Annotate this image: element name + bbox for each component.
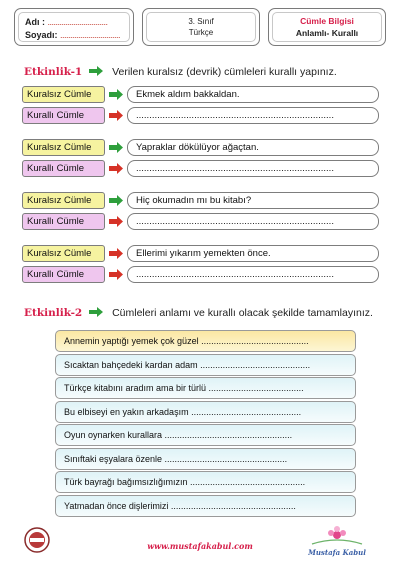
kuralsiz-tag: Kuralsız Cümle <box>22 192 105 209</box>
arrow-right-icon <box>109 248 123 259</box>
completion-item[interactable]: Sıcaktan bahçedeki kardan adam ............................................ <box>55 354 356 376</box>
surname-row <box>25 30 120 40</box>
name-field[interactable]: .............................. <box>47 17 108 27</box>
activity1-label: Etkinlik-1 <box>24 66 83 78</box>
topic-box <box>268 8 386 46</box>
surname-label: Soyadı: <box>25 30 58 40</box>
topic-subtitle: Anlamlı- Kurallı <box>295 28 359 38</box>
surname-field[interactable]: .............................. <box>60 30 121 40</box>
completion-item[interactable]: Bu elbiseyi en yakın arkadaşım ............................................ <box>55 401 356 423</box>
class-info-box <box>142 8 260 46</box>
kuralsiz-sentence: Yapraklar dökülüyor ağaçtan. <box>127 139 379 156</box>
completion-item[interactable]: Oyun oynarken kurallara ................................................... <box>55 424 356 446</box>
kuralsiz-tag: Kuralsız Cümle <box>22 139 105 156</box>
arrow-right-icon <box>89 307 103 317</box>
kuralli-tag: Kurallı Cümle <box>22 266 105 283</box>
kuralli-tag: Kurallı Cümle <box>22 213 105 230</box>
arrow-right-icon <box>109 89 123 100</box>
kuralsiz-sentence: Hiç okumadın mı bu kitabı? <box>127 192 379 209</box>
kuralli-answer-field[interactable]: ........................................................................... <box>127 266 379 283</box>
kuralli-answer-field[interactable]: ........................................................................... <box>127 213 379 230</box>
activity1-heading <box>24 66 337 78</box>
completion-item[interactable]: Türk bayrağı bağımsızlığımızın .............................................. <box>55 471 356 493</box>
activity2-heading <box>24 307 373 319</box>
completion-item[interactable]: Sınıftaki eşyalara özenle ................................................. <box>55 448 356 470</box>
topic-title: Cümle Bilgisi <box>300 16 354 26</box>
kuralsiz-tag: Kuralsız Cümle <box>22 245 105 262</box>
arrow-right-icon <box>109 216 123 227</box>
signature-text: Mustafa Kabul <box>308 548 366 557</box>
kuralsiz-tag: Kuralsız Cümle <box>22 86 105 103</box>
kuralli-answer-field[interactable]: ........................................................................... <box>127 160 379 177</box>
activity1-instruction: Verilen kuralsız (devrik) cümleleri kurallı yapınız. <box>112 66 337 78</box>
kuralli-tag: Kurallı Cümle <box>22 160 105 177</box>
activity2-label: Etkinlik-2 <box>24 307 83 319</box>
arrow-right-icon <box>109 163 123 174</box>
arrow-right-icon <box>109 195 123 206</box>
arrow-right-icon <box>89 66 103 76</box>
name-row <box>25 17 108 27</box>
completion-item[interactable]: Türkçe kitabını aradım ama bir türlü ...................................... <box>55 377 356 399</box>
name-label: Adı : <box>25 17 45 27</box>
arrow-right-icon <box>109 142 123 153</box>
completion-item[interactable]: Annemin yaptığı yemek çok güzel ........................................... <box>55 330 356 352</box>
completion-item[interactable]: Yatmadan önce dişlerimizi .................................................. <box>55 495 356 517</box>
subject-label: Türkçe <box>188 28 214 37</box>
kuralli-answer-field[interactable]: ........................................................................... <box>127 107 379 124</box>
grade-label: 3. Sınıf <box>188 17 214 26</box>
kuralsiz-sentence: Ekmek aldım bakkaldan. <box>127 86 379 103</box>
arrow-right-icon <box>109 269 123 280</box>
activity2-instruction: Cümleleri anlamı ve kurallı olacak şekilde tamamlayınız. <box>112 307 373 319</box>
kuralsiz-sentence: Ellerimi yıkarım yemekten önce. <box>127 245 379 262</box>
arrow-right-icon <box>109 110 123 121</box>
kuralli-tag: Kurallı Cümle <box>22 107 105 124</box>
student-info-box <box>14 8 134 46</box>
footer-website: www.mustafakabul.com <box>147 541 253 551</box>
